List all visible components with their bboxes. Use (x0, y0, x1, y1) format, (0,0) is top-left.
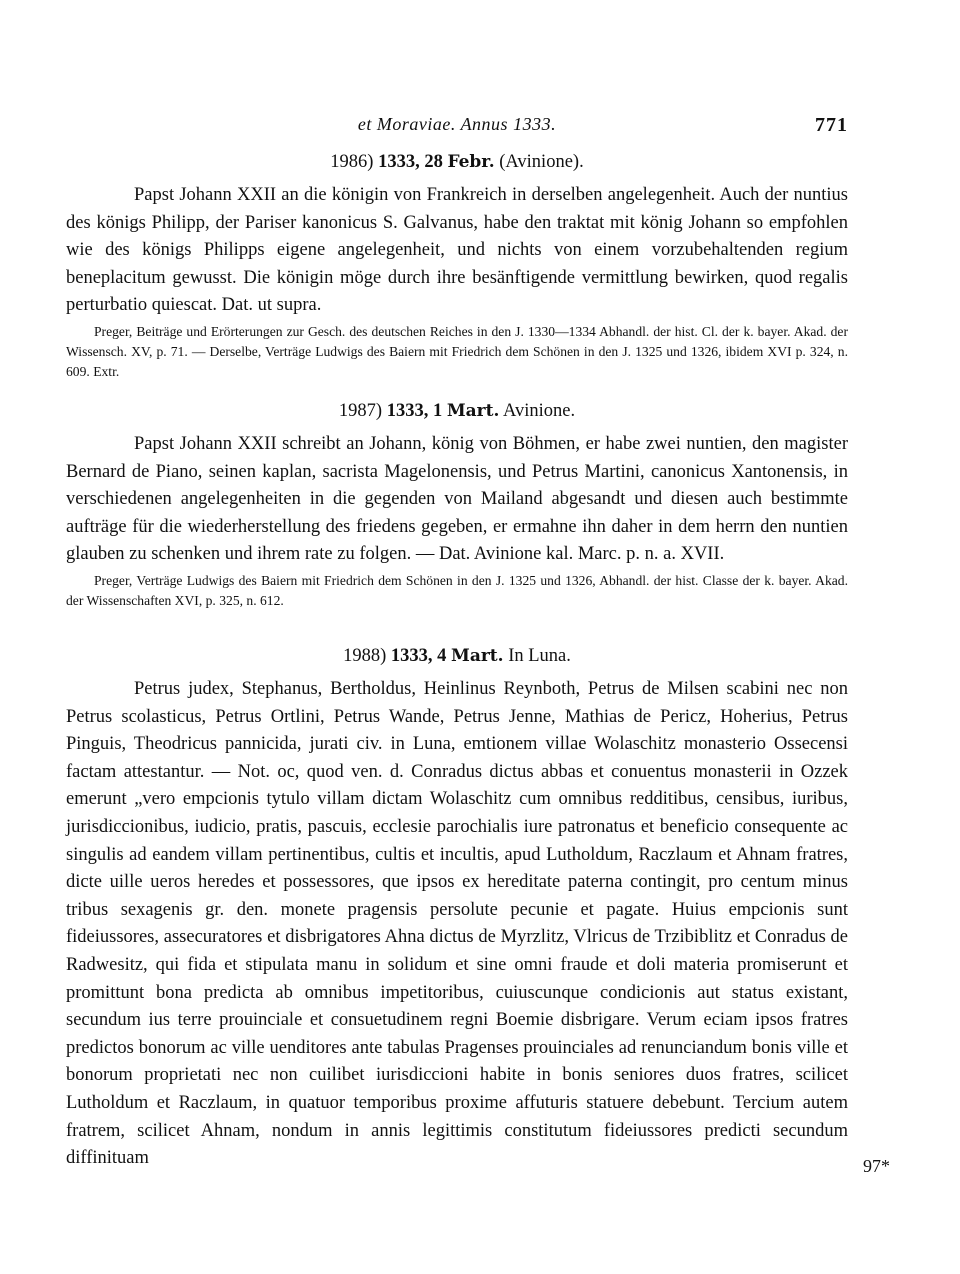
entry-1988 (66, 644, 848, 1173)
entry-text: Petrus judex, Stephanus, Bertholdus, Heinlinus Reynboth, Petrus de Milsen scabini nec non Petrus scolasticus, Petrus Ortlini, Petrus Wande, Petrus Jenne, Mathias de Pericz, Hoherius, Petrus Pinguis, Theodricus pannicida, jurati civ. in Luna, emtionem villae Wolaschitz monasterio Ossecensi factam attestantur. — Not. oc, quod ven. d. Conradus dictus abbas et conuentus monasterii in Ozzek emerunt „vero empcionis tytulo villam dictam Wolaschitz cum omnibus redditibus, censibus, iuribus, jurisdiccionibus, iudicio, pratis, pascuis, ecclesie parochialis iure patronatus et beneficio consequente ac singulis ad eandem villam pertinentibus, cultis et incultis, apud Lutholdum, Raczlaum et Ahnam fratres, dicte uille ueros heredes et possessores, que ipsos ex hereditate paterna contingit, pro centum minus tribus sexagenis gr. den. monete pragensis persolute pecunie et pagate. Huius empcionis sunt fideiussores, assecuratores et disbrigatores Ahna dictus de Myrzlitz, Vlricus de Trzibiblitz et Conradus de Radwesitz, qui fida et stipulata manu in solidum et sine omni fraude et doli materia promiserunt et promittunt bona predicta ab omnibus impetitoribus, cuiuscunque condicionis aut status existant, secundum ius terre prouinciale et consuetudinem regni Boemie disbrigare. Verum eciam ipsos fratres predictos bonorum ac ville uenditores ante tabulas Pragenses prouinciales ad renunciandum bonis ville et bonorum proprietati nec non cuilibet iurisdiccioni habite in bonis seniores duos fratres, scilicet Lutholdum et Raczlaum, in quatuor temporibus proxime affuturis statuere debebunt. Tercium autem fratrem, scilicet Ahnam, nondum in annis legittimis constitutum fideiussores predicti secundum diffinituam (66, 679, 848, 1169)
entry-date: 1333, 4 (390, 646, 447, 666)
entry-date: 1333, 1 (386, 401, 443, 421)
entry-month: Febr. (447, 152, 495, 172)
entry-place: Avinione. (502, 401, 576, 421)
entry-heading (66, 150, 848, 174)
running-head-title: et Moraviae. Annus 1333. (357, 114, 557, 134)
entry-place: (Avinione). (499, 152, 584, 172)
page-number: 771 (815, 114, 848, 136)
entry-month: Mart. (446, 401, 500, 421)
entry-text: Papst Johann XXII an die königin von Frankreich in derselben angelegenheit. Auch der nuntius des königs Philipp, der Pariser kanonicus S. Galvanus, habe den traktat mit könig Johann so empfohlen wie des königs Philipps eigene angelegenheit, und nichts von einem vorzubehaltenden regium beneplacitum gewusst. Die königin möge durch ihre besänftigende vermittlung bewirken, quod regalis perturbatio quiescat. Dat. ut supra. (66, 185, 848, 316)
entry-note: Preger, Verträge Ludwigs des Baiern mit Friedrich dem Schönen in den J. 1325 und 1326, Abhandl. der hist. Classe der k. bayer. Akad. der Wissenschaften XVI, p. 325, n. 612. (66, 572, 848, 608)
entry-1986 (66, 150, 848, 382)
entry-note: Preger, Beiträge und Erörterungen zur Gesch. des deutschen Reiches in den J. 1330—1334 Abhandl. der hist. Cl. der k. bayer. Akad. der Wissensch. XV, p. 71. — Derselbe, Verträge Ludwigs des Baiern mit Friedrich dem Schönen in den J. 1325 und 1326, ibidem XVI p. 324, n. 609. Extr. (66, 323, 848, 379)
running-head (66, 114, 848, 140)
entry-number: 1987) (338, 401, 383, 421)
entry-number: 1988) (343, 646, 387, 666)
entry-month: Mart. (451, 646, 504, 666)
entry-number: 1986) (330, 152, 374, 172)
entry-heading (66, 399, 848, 423)
entry-1987 (66, 399, 848, 611)
entry-date: 1333, 28 (378, 152, 443, 172)
entry-text: Papst Johann XXII schreibt an Johann, könig von Böhmen, er habe zwei nuntien, den magister Bernard de Piano, seinen kaplan, sacrista Magelonensis, und Petrus Martini, canonicus Xantonensis, in verschiedenen angelegenheiten in die gegenden von Mailand abgesandt und diesen auch bestimmte aufträge für die wiederherstellung des friedens gegeben, er ermahne ihn daher in dem herrn den nuntien glauben zu schenken und ihrem rate zu folgen. — Dat. Avinione kal. Marc. p. n. a. XVII. (66, 434, 848, 565)
entry-heading (66, 644, 848, 668)
signature-mark: 97* (863, 1156, 890, 1176)
entry-place: In Luna. (508, 646, 571, 666)
